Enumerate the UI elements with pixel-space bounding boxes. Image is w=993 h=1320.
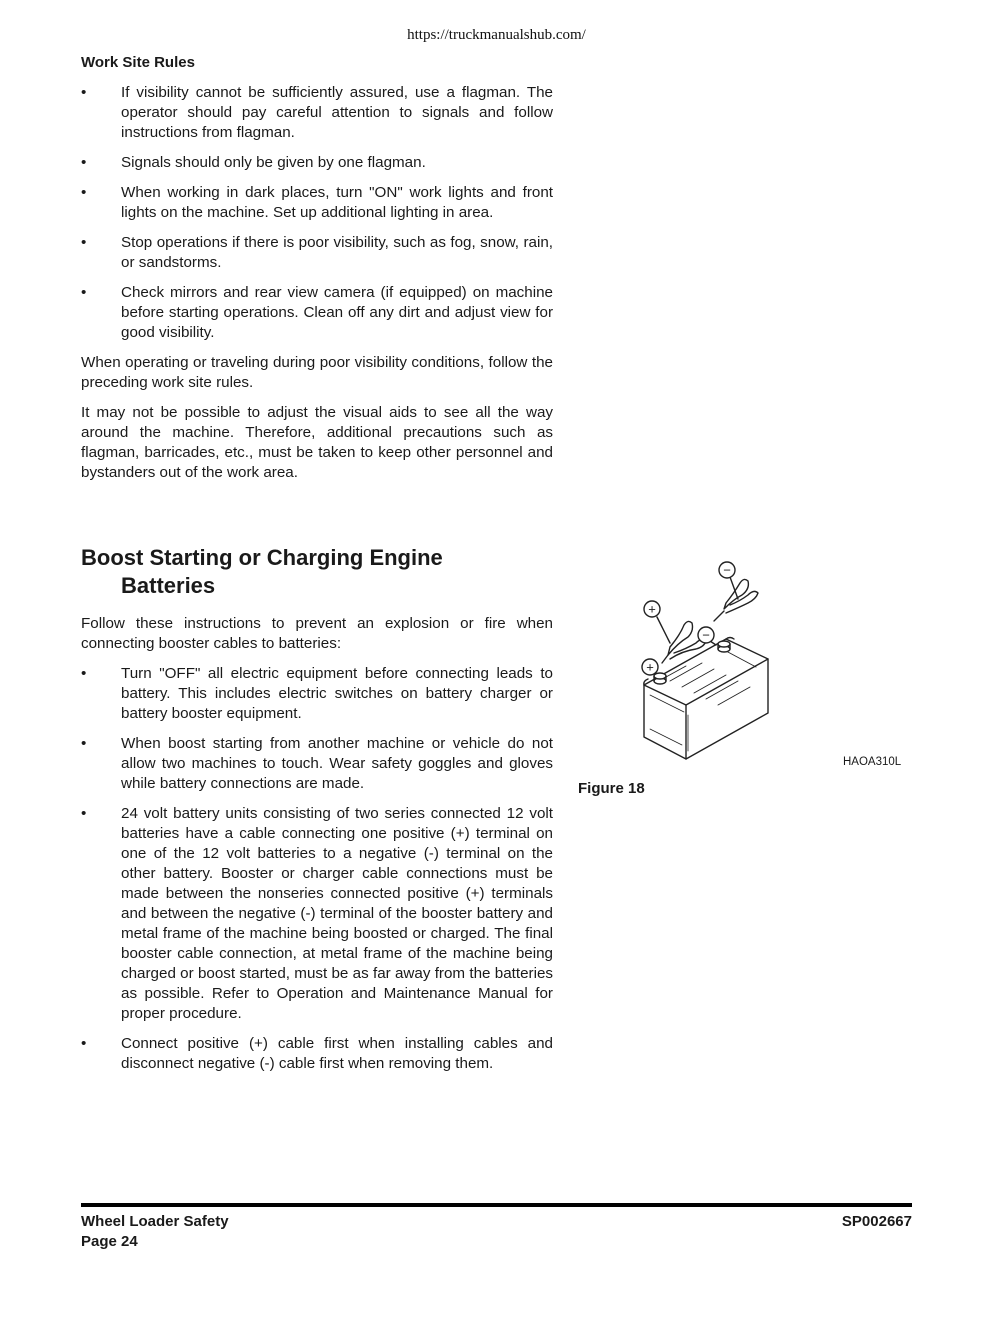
list-item <box>81 734 553 794</box>
list-item <box>81 83 553 143</box>
bullet-glyph: • <box>81 184 87 201</box>
bullet-glyph: • <box>81 284 87 301</box>
list-item <box>81 233 553 273</box>
section-title-line1: Boost Starting or Charging Engine <box>81 545 443 570</box>
battery-booster-figure <box>630 555 790 770</box>
list-item <box>81 153 553 173</box>
plus-symbol: + <box>646 659 654 675</box>
bullet-text: Check mirrors and rear view camera (if equipped) on machine before starting operations. Clean off any dirt and adjust view for good visibility. <box>121 284 553 341</box>
list-item <box>81 183 553 223</box>
footer-left <box>81 1212 229 1252</box>
bullet-glyph: • <box>81 665 87 682</box>
bullet-glyph: • <box>81 234 87 251</box>
section-title <box>81 544 561 600</box>
source-url[interactable]: https://truckmanualshub.com/ <box>407 27 586 43</box>
work-site-section <box>81 53 553 483</box>
bullet-text: When working in dark places, turn "ON" work lights and front lights on the machine. Set up additional lighting in area. <box>121 184 553 221</box>
bullet-glyph: • <box>81 735 87 752</box>
work-site-heading: Work Site Rules <box>81 54 195 71</box>
page-number: Page 24 <box>81 1233 138 1250</box>
bullet-glyph: • <box>81 154 87 171</box>
boost-section <box>81 614 553 1074</box>
doc-number: SP002667 <box>841 1213 912 1230</box>
bullet-glyph: • <box>81 805 87 822</box>
bullet-text: 24 volt battery units consisting of two series connected 12 volt batteries have a cable connecting one positive (+) terminal on one of the 12 volt batteries to a negative (-) terminal on the other battery. Booster or charger cable connections must be made between the nonseries connected positive (+) terminals and between the negative (-) terminal of the booster battery and metal frame of the machine being boosted or charged. The final booster cable connection, at metal frame of the machine being charged or boost started, must be as far away from the batteries as possible. Refer to Operation and Maintenance Manual for proper procedure. <box>121 805 553 1022</box>
body-paragraph: It may not be possible to adjust the visual aids to see all the way around the machine. Therefore, additional precautions such as flagman, barricades, etc., must be taken to keep other personnel and bystanders out of the work area. <box>81 404 553 481</box>
body-paragraph: When operating or traveling during poor visibility conditions, follow the preceding work site rules. <box>81 354 553 391</box>
plus-symbol: + <box>648 601 656 617</box>
bullet-text: When boost starting from another machine or vehicle do not allow two machines to touch. Wear safety goggles and gloves while battery connections are made. <box>121 735 553 792</box>
bullet-text: Signals should only be given by one flagman. <box>121 154 426 171</box>
bullet-text: Connect positive (+) cable first when installing cables and disconnect negative (-) cable first when removing them. <box>121 1035 553 1072</box>
bullet-glyph: • <box>81 84 87 101</box>
bullet-text: Stop operations if there is poor visibility, such as fog, snow, rain, or sandstorms. <box>121 234 553 271</box>
bullet-text: If visibility cannot be sufficiently assured, use a flagman. The operator should pay careful attention to signals and follow instructions from flagman. <box>121 84 553 141</box>
figure-code: HAOA310L <box>843 756 902 768</box>
section-title-line2: Batteries <box>121 573 216 598</box>
minus-symbol: − <box>723 562 731 578</box>
figure-caption: Figure 18 <box>578 780 645 797</box>
footer-title: Wheel Loader Safety <box>81 1213 229 1230</box>
footer-rule <box>81 1203 912 1207</box>
list-item <box>81 1034 553 1074</box>
minus-symbol: − <box>702 627 710 643</box>
bullet-text: Turn "OFF" all electric equipment before connecting leads to battery. This includes electric switches on battery charger or battery booster equipment. <box>121 665 553 722</box>
list-item <box>81 664 553 724</box>
body-paragraph: Follow these instructions to prevent an explosion or fire when connecting booster cables to batteries: <box>81 615 553 652</box>
bullet-glyph: • <box>81 1035 87 1052</box>
list-item <box>81 804 553 1024</box>
list-item <box>81 283 553 343</box>
